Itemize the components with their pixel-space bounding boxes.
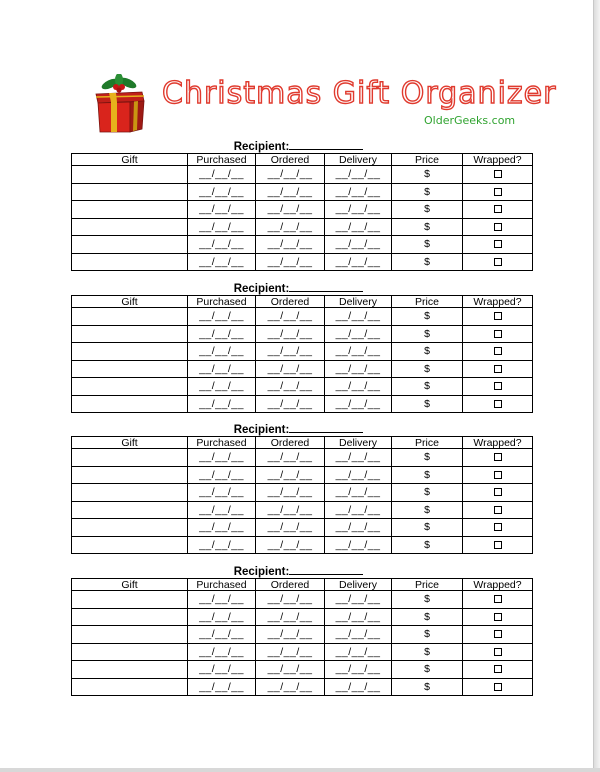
checkbox-icon[interactable]	[494, 347, 502, 355]
price-cell[interactable]: $	[392, 325, 463, 343]
gift-cell[interactable]	[72, 519, 188, 537]
price-cell[interactable]: $	[392, 343, 463, 361]
gift-cell[interactable]	[72, 678, 188, 696]
price-cell[interactable]: $	[392, 626, 463, 644]
table-row	[72, 536, 533, 554]
purchased-date-cell[interactable]: __/__/__	[188, 253, 256, 271]
wrapped-cell[interactable]	[463, 519, 533, 537]
column-header: Price	[392, 296, 463, 308]
ordered-date-cell[interactable]: __/__/__	[256, 484, 325, 502]
gift-cell[interactable]	[72, 183, 188, 201]
delivery-date-cell[interactable]: __/__/__	[325, 378, 392, 396]
ordered-date-cell[interactable]: __/__/__	[256, 536, 325, 554]
delivery-date-cell[interactable]: __/__/__	[325, 343, 392, 361]
price-cell[interactable]: $	[392, 608, 463, 626]
gift-table	[71, 578, 533, 696]
wrapped-cell[interactable]	[463, 236, 533, 254]
column-header: Purchased	[188, 579, 256, 591]
ordered-date-cell[interactable]: __/__/__	[256, 501, 325, 519]
gift-box-icon	[92, 74, 148, 134]
purchased-date-cell[interactable]: __/__/__	[188, 626, 256, 644]
delivery-date-cell[interactable]: __/__/__	[325, 236, 392, 254]
checkbox-icon[interactable]	[494, 665, 502, 673]
wrapped-cell[interactable]	[463, 378, 533, 396]
wrapped-cell[interactable]	[463, 343, 533, 361]
recipient-name-line[interactable]	[289, 564, 363, 575]
price-cell[interactable]: $	[392, 253, 463, 271]
ordered-date-cell[interactable]: __/__/__	[256, 343, 325, 361]
document-header	[90, 72, 557, 136]
recipient-section	[71, 422, 526, 554]
purchased-date-cell[interactable]: __/__/__	[188, 308, 256, 326]
checkbox-icon[interactable]	[494, 382, 502, 390]
table-row	[72, 308, 533, 326]
recipient-heading	[71, 139, 526, 153]
gift-cell[interactable]	[72, 466, 188, 484]
ordered-date-cell[interactable]: __/__/__	[256, 166, 325, 184]
column-header: Wrapped?	[463, 437, 533, 449]
ordered-date-cell[interactable]: __/__/__	[256, 183, 325, 201]
purchased-date-cell[interactable]: __/__/__	[188, 360, 256, 378]
table-row	[72, 201, 533, 219]
purchased-date-cell[interactable]: __/__/__	[188, 236, 256, 254]
table-header-row	[72, 296, 533, 308]
checkbox-icon[interactable]	[494, 630, 502, 638]
ordered-date-cell[interactable]: __/__/__	[256, 678, 325, 696]
gift-cell[interactable]	[72, 343, 188, 361]
price-cell[interactable]: $	[392, 236, 463, 254]
price-cell[interactable]: $	[392, 466, 463, 484]
column-header: Gift	[72, 296, 188, 308]
price-cell[interactable]: $	[392, 201, 463, 219]
ordered-date-cell[interactable]: __/__/__	[256, 643, 325, 661]
table-row	[72, 343, 533, 361]
purchased-date-cell[interactable]: __/__/__	[188, 325, 256, 343]
ordered-date-cell[interactable]: __/__/__	[256, 466, 325, 484]
gift-cell[interactable]	[72, 661, 188, 679]
wrapped-cell[interactable]	[463, 661, 533, 679]
site-watermark: OlderGeeks.com	[424, 114, 516, 127]
checkbox-icon[interactable]	[494, 488, 502, 496]
delivery-date-cell[interactable]: __/__/__	[325, 661, 392, 679]
table-row	[72, 501, 533, 519]
delivery-date-cell[interactable]: __/__/__	[325, 183, 392, 201]
document-title: Christmas Gift Organizer	[162, 76, 557, 111]
purchased-date-cell[interactable]: __/__/__	[188, 166, 256, 184]
table-row	[72, 253, 533, 271]
ordered-date-cell[interactable]: __/__/__	[256, 626, 325, 644]
ordered-date-cell[interactable]: __/__/__	[256, 360, 325, 378]
delivery-date-cell[interactable]: __/__/__	[325, 501, 392, 519]
purchased-date-cell[interactable]: __/__/__	[188, 501, 256, 519]
price-cell[interactable]: $	[392, 449, 463, 467]
delivery-date-cell[interactable]: __/__/__	[325, 218, 392, 236]
checkbox-icon[interactable]	[494, 330, 502, 338]
column-header: Wrapped?	[463, 296, 533, 308]
purchased-date-cell[interactable]: __/__/__	[188, 661, 256, 679]
checkbox-icon[interactable]	[494, 365, 502, 373]
wrapped-cell[interactable]	[463, 253, 533, 271]
table-row	[72, 449, 533, 467]
price-cell[interactable]: $	[392, 678, 463, 696]
purchased-date-cell[interactable]: __/__/__	[188, 678, 256, 696]
checkbox-icon[interactable]	[494, 471, 502, 479]
price-cell[interactable]: $	[392, 218, 463, 236]
purchased-date-cell[interactable]: __/__/__	[188, 395, 256, 413]
checkbox-icon[interactable]	[494, 453, 502, 461]
gift-cell[interactable]	[72, 591, 188, 609]
delivery-date-cell[interactable]: __/__/__	[325, 678, 392, 696]
purchased-date-cell[interactable]: __/__/__	[188, 183, 256, 201]
recipient-label: Recipient:	[233, 566, 290, 578]
wrapped-cell[interactable]	[463, 678, 533, 696]
ordered-date-cell[interactable]: __/__/__	[256, 308, 325, 326]
table-row	[72, 661, 533, 679]
ordered-date-cell[interactable]: __/__/__	[256, 253, 325, 271]
table-header-row	[72, 437, 533, 449]
delivery-date-cell[interactable]: __/__/__	[325, 308, 392, 326]
table-row	[72, 466, 533, 484]
table-row	[72, 591, 533, 609]
recipient-label: Recipient:	[233, 141, 290, 153]
table-header-row	[72, 579, 533, 591]
checkbox-icon[interactable]	[494, 613, 502, 621]
gift-cell[interactable]	[72, 536, 188, 554]
table-row	[72, 166, 533, 184]
wrapped-cell[interactable]	[463, 183, 533, 201]
wrapped-cell[interactable]	[463, 501, 533, 519]
ordered-date-cell[interactable]: __/__/__	[256, 378, 325, 396]
recipient-section	[71, 139, 526, 271]
ordered-date-cell[interactable]: __/__/__	[256, 661, 325, 679]
recipient-heading	[71, 422, 526, 436]
window-frame-bottom	[0, 768, 600, 772]
wrapped-cell[interactable]	[463, 218, 533, 236]
delivery-date-cell[interactable]: __/__/__	[325, 395, 392, 413]
wrapped-cell[interactable]	[463, 201, 533, 219]
column-header: Wrapped?	[463, 154, 533, 166]
gift-cell[interactable]	[72, 449, 188, 467]
checkbox-icon[interactable]	[494, 595, 502, 603]
checkbox-icon[interactable]	[494, 170, 502, 178]
delivery-date-cell[interactable]: __/__/__	[325, 466, 392, 484]
wrapped-cell[interactable]	[463, 325, 533, 343]
ordered-date-cell[interactable]: __/__/__	[256, 519, 325, 537]
wrapped-cell[interactable]	[463, 536, 533, 554]
gift-cell[interactable]	[72, 308, 188, 326]
purchased-date-cell[interactable]: __/__/__	[188, 218, 256, 236]
column-header: Gift	[72, 579, 188, 591]
gift-cell[interactable]	[72, 608, 188, 626]
table-row	[72, 608, 533, 626]
price-cell[interactable]: $	[392, 183, 463, 201]
checkbox-icon[interactable]	[494, 523, 502, 531]
table-header-row	[72, 154, 533, 166]
column-header: Delivery	[325, 437, 392, 449]
table-row	[72, 360, 533, 378]
delivery-date-cell[interactable]: __/__/__	[325, 484, 392, 502]
gift-cell[interactable]	[72, 218, 188, 236]
ordered-date-cell[interactable]: __/__/__	[256, 449, 325, 467]
table-row	[72, 236, 533, 254]
checkbox-icon[interactable]	[494, 400, 502, 408]
delivery-date-cell[interactable]: __/__/__	[325, 591, 392, 609]
column-header: Purchased	[188, 437, 256, 449]
column-header: Ordered	[256, 154, 325, 166]
ordered-date-cell[interactable]: __/__/__	[256, 395, 325, 413]
delivery-date-cell[interactable]: __/__/__	[325, 325, 392, 343]
purchased-date-cell[interactable]: __/__/__	[188, 466, 256, 484]
checkbox-icon[interactable]	[494, 506, 502, 514]
table-row	[72, 218, 533, 236]
checkbox-icon[interactable]	[494, 223, 502, 231]
price-cell[interactable]: $	[392, 661, 463, 679]
purchased-date-cell[interactable]: __/__/__	[188, 201, 256, 219]
column-header: Gift	[72, 154, 188, 166]
wrapped-cell[interactable]	[463, 395, 533, 413]
price-cell[interactable]: $	[392, 395, 463, 413]
column-header: Price	[392, 579, 463, 591]
price-cell[interactable]: $	[392, 643, 463, 661]
purchased-date-cell[interactable]: __/__/__	[188, 643, 256, 661]
delivery-date-cell[interactable]: __/__/__	[325, 253, 392, 271]
table-row	[72, 183, 533, 201]
recipient-heading	[71, 564, 526, 578]
purchased-date-cell[interactable]: __/__/__	[188, 484, 256, 502]
wrapped-cell[interactable]	[463, 166, 533, 184]
purchased-date-cell[interactable]: __/__/__	[188, 591, 256, 609]
gift-cell[interactable]	[72, 643, 188, 661]
column-header: Ordered	[256, 579, 325, 591]
delivery-date-cell[interactable]: __/__/__	[325, 608, 392, 626]
gift-cell[interactable]	[72, 484, 188, 502]
checkbox-icon[interactable]	[494, 188, 502, 196]
window-frame-right	[593, 0, 600, 772]
column-header: Price	[392, 437, 463, 449]
price-cell[interactable]: $	[392, 591, 463, 609]
checkbox-icon[interactable]	[494, 240, 502, 248]
table-row	[72, 626, 533, 644]
delivery-date-cell[interactable]: __/__/__	[325, 626, 392, 644]
gift-cell[interactable]	[72, 395, 188, 413]
recipient-name-line[interactable]	[289, 422, 363, 433]
price-cell[interactable]: $	[392, 166, 463, 184]
recipient-section	[71, 281, 526, 413]
table-row	[72, 643, 533, 661]
gift-cell[interactable]	[72, 501, 188, 519]
delivery-date-cell[interactable]: __/__/__	[325, 166, 392, 184]
checkbox-icon[interactable]	[494, 258, 502, 266]
purchased-date-cell[interactable]: __/__/__	[188, 449, 256, 467]
ordered-date-cell[interactable]: __/__/__	[256, 236, 325, 254]
price-cell[interactable]: $	[392, 484, 463, 502]
wrapped-cell[interactable]	[463, 449, 533, 467]
checkbox-icon[interactable]	[494, 648, 502, 656]
purchased-date-cell[interactable]: __/__/__	[188, 608, 256, 626]
gift-table	[71, 153, 533, 271]
delivery-date-cell[interactable]: __/__/__	[325, 201, 392, 219]
wrapped-cell[interactable]	[463, 643, 533, 661]
wrapped-cell[interactable]	[463, 466, 533, 484]
table-row	[72, 678, 533, 696]
wrapped-cell[interactable]	[463, 308, 533, 326]
recipient-heading	[71, 281, 526, 295]
recipient-label: Recipient:	[233, 424, 290, 436]
table-row	[72, 325, 533, 343]
checkbox-icon[interactable]	[494, 205, 502, 213]
wrapped-cell[interactable]	[463, 484, 533, 502]
gift-table	[71, 295, 533, 413]
price-cell[interactable]: $	[392, 519, 463, 537]
price-cell[interactable]: $	[392, 360, 463, 378]
ordered-date-cell[interactable]: __/__/__	[256, 608, 325, 626]
delivery-date-cell[interactable]: __/__/__	[325, 643, 392, 661]
column-header: Delivery	[325, 154, 392, 166]
delivery-date-cell[interactable]: __/__/__	[325, 360, 392, 378]
column-header: Ordered	[256, 437, 325, 449]
gift-cell[interactable]	[72, 201, 188, 219]
price-cell[interactable]: $	[392, 536, 463, 554]
checkbox-icon[interactable]	[494, 312, 502, 320]
column-header: Price	[392, 154, 463, 166]
ordered-date-cell[interactable]: __/__/__	[256, 591, 325, 609]
ordered-date-cell[interactable]: __/__/__	[256, 218, 325, 236]
column-header: Wrapped?	[463, 579, 533, 591]
gift-cell[interactable]	[72, 166, 188, 184]
ordered-date-cell[interactable]: __/__/__	[256, 325, 325, 343]
recipient-section	[71, 564, 526, 696]
price-cell[interactable]: $	[392, 378, 463, 396]
column-header: Ordered	[256, 296, 325, 308]
gift-cell[interactable]	[72, 253, 188, 271]
checkbox-icon[interactable]	[494, 683, 502, 691]
gift-cell[interactable]	[72, 378, 188, 396]
recipient-name-line[interactable]	[289, 139, 363, 150]
gift-table	[71, 436, 533, 554]
table-row	[72, 378, 533, 396]
column-header: Purchased	[188, 296, 256, 308]
table-row	[72, 395, 533, 413]
recipient-label: Recipient:	[233, 283, 290, 295]
delivery-date-cell[interactable]: __/__/__	[325, 519, 392, 537]
gift-cell[interactable]	[72, 236, 188, 254]
price-cell[interactable]: $	[392, 308, 463, 326]
column-header: Purchased	[188, 154, 256, 166]
column-header: Gift	[72, 437, 188, 449]
delivery-date-cell[interactable]: __/__/__	[325, 536, 392, 554]
table-row	[72, 519, 533, 537]
ordered-date-cell[interactable]: __/__/__	[256, 201, 325, 219]
wrapped-cell[interactable]	[463, 626, 533, 644]
column-header: Delivery	[325, 296, 392, 308]
price-cell[interactable]: $	[392, 501, 463, 519]
recipient-name-line[interactable]	[289, 281, 363, 292]
wrapped-cell[interactable]	[463, 608, 533, 626]
purchased-date-cell[interactable]: __/__/__	[188, 378, 256, 396]
wrapped-cell[interactable]	[463, 360, 533, 378]
purchased-date-cell[interactable]: __/__/__	[188, 519, 256, 537]
gift-cell[interactable]	[72, 360, 188, 378]
purchased-date-cell[interactable]: __/__/__	[188, 343, 256, 361]
checkbox-icon[interactable]	[494, 541, 502, 549]
gift-cell[interactable]	[72, 626, 188, 644]
delivery-date-cell[interactable]: __/__/__	[325, 449, 392, 467]
table-row	[72, 484, 533, 502]
wrapped-cell[interactable]	[463, 591, 533, 609]
purchased-date-cell[interactable]: __/__/__	[188, 536, 256, 554]
column-header: Delivery	[325, 579, 392, 591]
gift-cell[interactable]	[72, 325, 188, 343]
